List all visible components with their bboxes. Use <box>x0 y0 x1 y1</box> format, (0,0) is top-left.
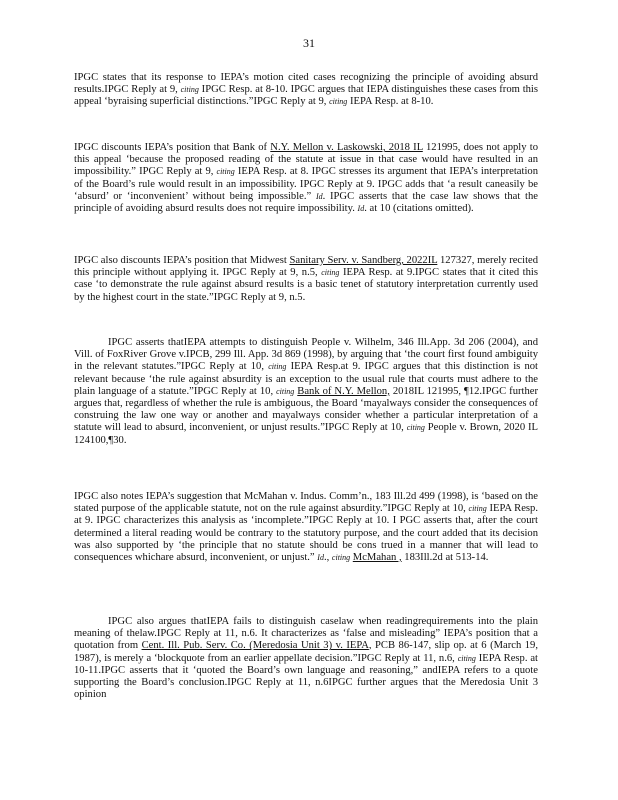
citation-signal: citing <box>216 167 235 177</box>
body-text: IPGC also discounts IEPA’s position that Midwest <box>74 255 290 266</box>
paragraph-1 <box>74 72 538 109</box>
body-text: IPGC Resp. at 8-10. IPGC argues that IEPA distinguishes these cases from this appeal ‘byraising superficial distinctions.”IPGC Reply at 9, <box>74 84 538 108</box>
body-text: 183Ill.2d at 513-14. <box>401 552 489 564</box>
body-text: IPGC states that its response to IEPA’s motion cited cases recognizing the principle of avoiding absurd results.IPGC Reply at 9, <box>74 72 538 96</box>
body-text: 2018IL 121995, ¶12.IPGC further argues that, regardless of whether the rule is ambiguous, the Board ‘mayalways consider the consequences of construing the law one way or another and mayalways consider whether a particular interpretation of a statute will lead to absurd, inconvenient, or unjust results.”IPGC Reply at 10, <box>74 385 538 434</box>
body-text: IEPA Resp. at 10-11.IPGC asserts that it ‘quoted the Board’s own language and reasoning,” andIEPA refers to a quote supporting the Board’s conclusion.IPGC Reply at 11, n.6IPGC further argues that the Meredosia Unit 3 opinion <box>74 652 538 701</box>
paragraph-5 <box>74 491 538 564</box>
body-text: 121995, does not apply to this appeal ‘because the proposed reading of the statute at issue in that case would have resulted in an impossibility.” IPGC Reply at 9, <box>74 142 538 178</box>
citation-signal: citing <box>329 97 348 107</box>
body-text: ., <box>323 552 332 564</box>
citation-signal: citing <box>406 423 425 433</box>
case-citation: Bank of N.Y. Mellon, <box>297 385 390 397</box>
body-text: IEPA Resp. at 8. IPGC stresses its argument that IEPA’s interpretation of the Board’s rule would result in an impossibility. IPGC Reply at 9. IPGC adds that ‘a result caneasily be ‘absurd’ or ‘inconvenient’ without being impossible.” <box>74 166 538 202</box>
citation-signal: citing <box>268 362 287 372</box>
body-text: , PCB 86-147, slip op. at 6 (March 19, 1987), is merely a ‘blockquote from an earlier appellate decision.”IPGC Reply at 11, n.6, <box>74 640 538 664</box>
body-text: IEPA Resp. at 9. IPGC characterizes this analysis as ‘incomplete.”IPGC Reply at 10. I PGC asserts that, after the court determined a literal reading would be contrary to the statutory purpose, and the court added that its decision was also supported by ‘the principle that no statute should be cons trued in a manner that will lead to consequences whichare absurd, inconvenient, or unjust.” <box>74 503 538 564</box>
body-text: . IPGC asserts that the case law shows that the principle of avoiding absurd results does not require impossibility. <box>74 190 538 215</box>
citation-signal: citing <box>331 553 351 563</box>
citation-signal: citing <box>276 386 295 396</box>
citation-signal: citing <box>321 268 340 278</box>
paragraph-3 <box>74 255 538 304</box>
body-text: IEPA Resp. at 9.IPGC states that it cited this case ‘to demonstrate the rule against absurd results is a basic tenet of statutory interpretation currently used by the highest court in the state.”IPGC Reply at 9, n.5. <box>74 267 538 303</box>
body-text: IPGC also argues thatIEPA fails to distinguish caselaw when readingrequirements into the plain meaning of thelaw.IPGC Reply at 11, n.6. It characterizes as ‘false and misleading” IEPA’s position that a quotation from <box>74 616 538 652</box>
citation-signal: citing <box>180 85 199 95</box>
body-text: IPGC asserts thatIEPA attempts to distinguish People v. Wilhelm, 346 Ill.App. 3d 206 (2004), and Vill. of FoxRiver Grove v.IPCB, 299 Ill. App. 3d 869 (1998), by arguing that ‘the court first found ambiguity in the relevant statutes.”IPGC Reply at 10, <box>74 337 538 373</box>
paragraph-4 <box>74 337 538 447</box>
body-text: IPGC discounts IEPA’s position that Bank of <box>74 142 271 153</box>
citation-signal: citing <box>468 504 487 514</box>
body-text: IEPA Resp.at 9. IPGC argues that this distinction is not relevant because ‘the rule against absurdity is an exception to the usual rule that courts must adhere to the plain language of a statute.”IPGC Reply at 10, <box>74 361 539 397</box>
case-citation: Sanitary Serv. v. Sandberg, 2022IL <box>289 255 438 266</box>
body-text: 127327, merely recited this principle without applying it. IPGC Reply at 9, n.5, <box>74 255 539 279</box>
body-text: IPGC also notes IEPA’s suggestion that McMahan v. Indus. Comm’n., 183 Ill.2d 499 (1998), is ‘based on the stated purpose of the applicable statute, not on the rule against absurdity.”IPGC Reply at 10, <box>74 491 538 515</box>
page-number: 31 <box>303 36 315 50</box>
case-citation: McMahan , <box>352 552 402 564</box>
citation-signal: Id <box>357 204 365 214</box>
citation-signal: Id <box>315 191 323 201</box>
citation-signal: Id <box>317 553 324 563</box>
paragraph-2 <box>74 142 538 215</box>
paragraph-6 <box>74 616 538 701</box>
body-text: . at 10 (citations omitted). <box>364 203 474 215</box>
case-citation: N.Y. Mellon v. Laskowski, 2018 IL <box>270 142 423 153</box>
body-text: IEPA Resp. at 8-10. <box>347 96 434 108</box>
case-citation: Cent. Ill. Pub. Serv. Co. (Meredosia Unit 3) v. IEPA <box>141 640 369 652</box>
citation-signal: citing <box>457 653 476 663</box>
body-text: People v. Brown, 2020 IL 124100,¶30. <box>74 422 538 446</box>
